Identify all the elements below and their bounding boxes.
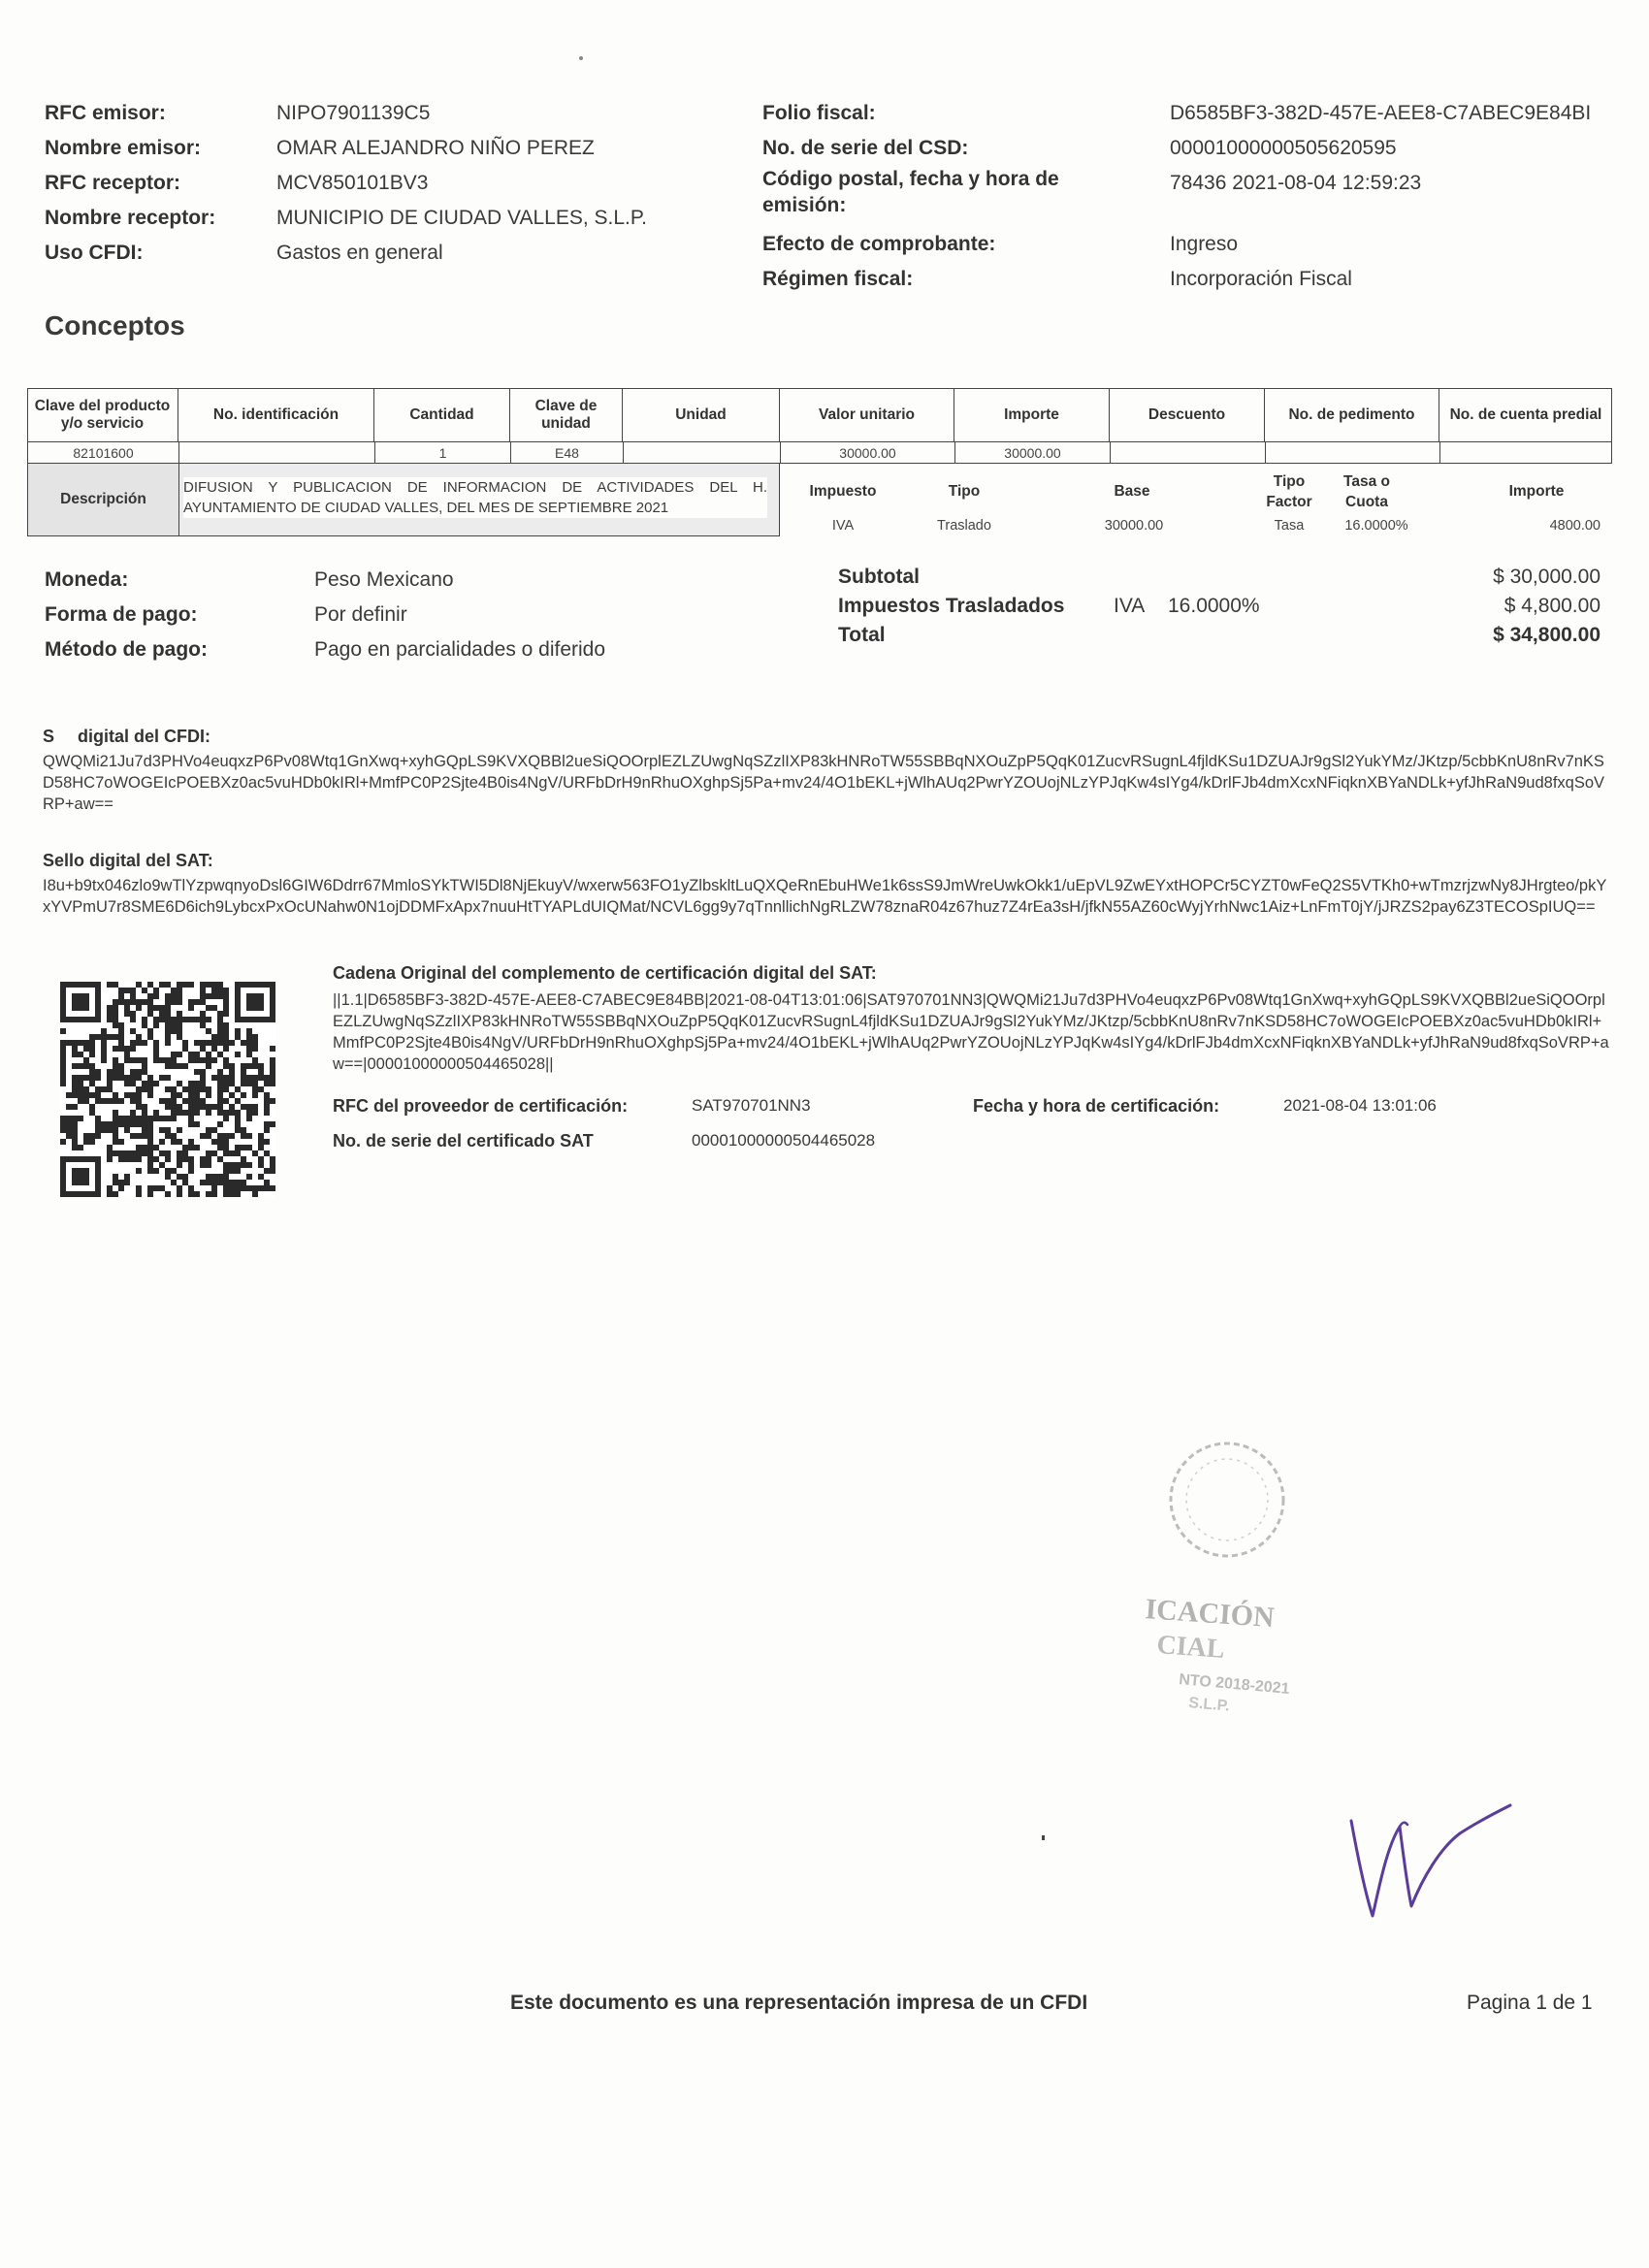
sello-sat-label: Sello digital del SAT: bbox=[43, 851, 213, 870]
rfc-emisor-label: RFC emisor: bbox=[45, 102, 166, 124]
sello-sat-value: I8u+b9tx046zlo9wTlYzpwqnyoDsl6GIW6Ddrr67MmloSYkTWI5Dl8NjEkuyV/wxerw563FO1yZlbskltLuQXQeRnEbuHWe1k6ssS9JmWreUwkOkk1/uEpVL9ZwEYxtHOPCr5CYZT0wFeQ2S5VTKh0+wTmzrjzwNy8JHrgteo/pkYxYVPmU7r8SME6D6ich9LybcxPxOcUNahw0N1ojDDMFxApx7nuuHtTYAPLdUIQMat/NCVL6gg9y7qTnnllichNgRLZW78znaR04z67huz7Z4rEa3sH/jfkN55AZ60cWyjYrhNwc1Aiz+LnFmT0jY/jJRZS2pay6Z3TECOSpIUQ== bbox=[43, 877, 1607, 916]
sello-cfdi-label-start: S bbox=[43, 727, 55, 746]
rfc-proveedor-value: SAT970701NN3 bbox=[692, 1096, 811, 1115]
nombre-receptor-label: Nombre receptor: bbox=[45, 207, 216, 229]
nombre-receptor-value: MUNICIPIO DE CIUDAD VALLES, S.L.P. bbox=[276, 207, 647, 229]
sello-cfdi-value: QWQMi21Ju7d3PHVo4euqxzP6Pv08Wtq1GnXwq+xyhGQpLS9KVXQBBl2ueSiQOOrplEZLZUwgNqSZzlIXP83kHNRoTW55SBBqNXOuZpP5QqK01ZucvRSugnL4fjldKSu1DZUAJr9gSl2YukYMz/JKtzp/5cbbKnU8nRv7nKSD58HC7oWOGEIcPOEBXz0ac5vuHDb0kIRl+MmfPC0P2Sjte4B0is4NgV/URFbDrH9nRhuOXghpSj5Pa+mv24/4O1bEKL+jWlhAUq2PwrYZOUojNLzYPJqKw4sIYg4/kDrlFJb4dmXcxNFiqknXBYaNDLk+yfJhRaN9ud8fxqSoVRP+aw== bbox=[43, 753, 1605, 813]
th-no-pedimento: No. de pedimento bbox=[1265, 388, 1439, 442]
th-descuento: Descuento bbox=[1110, 388, 1265, 442]
metodo-pago-label: Método de pago: bbox=[45, 638, 208, 661]
th-no-identificacion: No. identificación bbox=[178, 388, 374, 442]
tax-th-tipo: Tipo bbox=[948, 483, 981, 500]
tax-td-importe: 4800.00 bbox=[1549, 518, 1600, 534]
tax-td-tipo: Traslado bbox=[937, 518, 991, 534]
tax-table bbox=[780, 464, 1612, 536]
sello-cfdi-label bbox=[43, 724, 1614, 749]
pago-block bbox=[45, 563, 801, 669]
tax-th-tasa-cuota: Tasa o Cuota bbox=[1343, 473, 1390, 510]
moneda-value: Peso Mexicano bbox=[314, 568, 454, 591]
cp-fecha-value: 78436 2021-08-04 12:59:23 bbox=[1170, 172, 1422, 194]
cp-fecha-label bbox=[762, 166, 1059, 218]
regimen-label: Régimen fiscal: bbox=[762, 268, 914, 290]
subtotal-label: Subtotal bbox=[838, 566, 920, 588]
td-importe: 30000.00 bbox=[955, 442, 1111, 463]
th-clave-unidad: Clave de unidad bbox=[510, 388, 623, 442]
forma-pago-value: Por definir bbox=[314, 603, 407, 626]
td-no-cuenta-predial bbox=[1440, 442, 1613, 463]
cadena-value: ||1.1|D6585BF3-382D-457E-AEE8-C7ABEC9E84BB|2021-08-04T13:01:06|SAT970701NN3|QWQMi21Ju7d3PHVo4euqxzP6Pv08Wtq1GnXwq+xyhGQpLS9KVXQBBl2ueSiQOOrplEZLZUwgNqSZzlIXP83kHNRoTW55SBBqNXOuZpP5QqK01ZucvRSugnL4fjldKSu1DZUAJr9gSl2YukYMz/JKtzp/5cbbKnU8nRv7nKSD58HC7oWOGEIcPOEBXz0ac5vuHDb0kIRl+MmfPC0P2Sjte4B0is4NgV/URFbDrH9nRhuOXghpSj5Pa+mv24/4O1bEKL+jWlhAUq2PwrYZOUojNLzYPJqKw4sIYg4/kDrlFJb4dmXcxNFiqknXBYaNDLk+yfJhRaN9ud8fxqSoVRP+aw==|00001000000504465028|| bbox=[333, 991, 1609, 1073]
tax-td-base: 30000.00 bbox=[1104, 518, 1164, 534]
td-clave-unidad: E48 bbox=[511, 442, 624, 463]
official-stamp-icon bbox=[1135, 1434, 1358, 1725]
nombre-emisor-value: OMAR ALEJANDRO NIÑO PEREZ bbox=[276, 137, 595, 159]
stamp-text-line-3: NTO 2018-2021 bbox=[1178, 1671, 1291, 1698]
impuestos-tasa: 16.0000% bbox=[1168, 595, 1260, 617]
efecto-label: Efecto de comprobante: bbox=[762, 233, 996, 255]
td-unidad bbox=[624, 442, 781, 463]
descripcion-value: DIFUSION Y PUBLICACION DE INFORMACION DE ACTIVIDADES DEL H. AYUNTAMIENTO DE CIUDAD VALLES, DEL MES DE SEPTIEMBRE 2021 bbox=[183, 479, 767, 516]
tax-th-impuesto: Impuesto bbox=[809, 483, 877, 500]
cp-fecha-label-line2: emisión: bbox=[762, 194, 847, 216]
emisor-block bbox=[45, 96, 724, 271]
folio-fiscal-value: D6585BF3-382D-457E-AEE8-C7ABEC9E84BI bbox=[1170, 102, 1592, 124]
th-no-cuenta-predial: No. de cuenta predial bbox=[1449, 406, 1602, 423]
conceptos-title: Conceptos bbox=[45, 310, 185, 340]
total-label: Total bbox=[838, 624, 886, 646]
tax-td-tasa-cuota: 16.0000% bbox=[1344, 518, 1408, 534]
certificacion-block bbox=[333, 1096, 1613, 1154]
impuestos-label: Impuestos Trasladados bbox=[838, 595, 1065, 617]
metodo-pago-value: Pago en parcialidades o diferido bbox=[314, 638, 606, 661]
serie-csd-label: No. de serie del CSD: bbox=[762, 137, 969, 159]
signature-icon bbox=[1343, 1799, 1518, 1926]
qr-modules bbox=[60, 982, 275, 1197]
td-descuento bbox=[1111, 442, 1266, 463]
fiscal-block bbox=[762, 96, 1616, 309]
rfc-receptor-value: MCV850101BV3 bbox=[276, 172, 429, 194]
qr-code-icon bbox=[60, 982, 275, 1197]
scan-speck bbox=[579, 56, 583, 60]
serie-certificado-sat-label: No. de serie del certificado SAT bbox=[333, 1131, 594, 1150]
cadena-label: Cadena Original del complemento de certificación digital del SAT: bbox=[333, 963, 877, 983]
scan-speck bbox=[1042, 1835, 1045, 1840]
footer-note: Este documento es una representación impresa de un CFDI bbox=[510, 1992, 1088, 2014]
stamp-text-line-4: S.L.P. bbox=[1187, 1695, 1231, 1715]
table-row bbox=[27, 442, 1612, 464]
cadena-block bbox=[333, 960, 1613, 1075]
uso-cfdi-value: Gastos en general bbox=[276, 242, 443, 264]
td-no-identificacion bbox=[179, 442, 375, 463]
tax-td-impuesto: IVA bbox=[831, 518, 855, 534]
sello-sat-block bbox=[43, 848, 1614, 918]
uso-cfdi-label: Uso CFDI: bbox=[45, 242, 144, 264]
efecto-value: Ingreso bbox=[1170, 233, 1239, 255]
tax-td-tipo-factor: Tasa bbox=[1274, 518, 1305, 534]
qr-code-graphic bbox=[60, 982, 275, 1197]
tax-th-base: Base bbox=[1114, 483, 1150, 500]
tax-th-importe: Importe bbox=[1508, 483, 1565, 500]
serie-csd-value: 00001000000505620595 bbox=[1170, 137, 1397, 159]
fecha-certificacion-label: Fecha y hora de certificación: bbox=[973, 1096, 1220, 1116]
tax-th-tipo-factor: Tipo Factor bbox=[1266, 473, 1312, 510]
impuestos-tipo: IVA bbox=[1114, 595, 1146, 617]
th-clave-producto: Clave del producto y/o servicio bbox=[27, 388, 178, 442]
rfc-emisor-value: NIPO7901139C5 bbox=[276, 102, 431, 124]
th-unidad: Unidad bbox=[623, 388, 780, 442]
page-number: Pagina 1 de 1 bbox=[1467, 1992, 1593, 2014]
td-clave-producto: 82101600 bbox=[28, 442, 179, 463]
table-header-row bbox=[27, 388, 1612, 442]
rfc-receptor-label: RFC receptor: bbox=[45, 172, 181, 194]
cp-fecha-label-line1: Código postal, fecha y hora de bbox=[762, 168, 1059, 190]
folio-fiscal-label: Folio fiscal: bbox=[762, 102, 876, 124]
th-valor-unitario: Valor unitario bbox=[780, 388, 954, 442]
impuestos-value: $ 4,800.00 bbox=[1504, 595, 1600, 617]
th-importe: Importe bbox=[954, 388, 1110, 442]
stamp-text-line-1: ICACIÓN bbox=[1144, 1593, 1276, 1635]
rfc-proveedor-label: RFC del proveedor de certificación: bbox=[333, 1096, 629, 1116]
stamp-text-line-2: CIAL bbox=[1155, 1630, 1226, 1665]
regimen-value: Incorporación Fiscal bbox=[1170, 268, 1352, 290]
serie-certificado-sat-value: 00001000000504465028 bbox=[692, 1131, 876, 1150]
descripcion-label: Descripción bbox=[28, 464, 179, 535]
nombre-emisor-label: Nombre emisor: bbox=[45, 137, 202, 159]
td-valor-unitario: 30000.00 bbox=[781, 442, 955, 463]
td-cantidad: 1 bbox=[375, 442, 511, 463]
subtotal-value: $ 30,000.00 bbox=[1493, 566, 1600, 588]
descripcion-row bbox=[27, 464, 780, 536]
total-value: $ 34,800.00 bbox=[1493, 624, 1600, 646]
sello-cfdi-label-end: digital del CFDI: bbox=[78, 727, 211, 746]
fecha-certificacion-value: 2021-08-04 13:01:06 bbox=[1283, 1096, 1437, 1115]
moneda-label: Moneda: bbox=[45, 568, 129, 591]
totales-block bbox=[838, 563, 1600, 660]
td-no-pedimento bbox=[1266, 442, 1440, 463]
sello-cfdi-block bbox=[43, 724, 1614, 815]
forma-pago-label: Forma de pago: bbox=[45, 603, 198, 626]
th-cantidad: Cantidad bbox=[374, 388, 510, 442]
